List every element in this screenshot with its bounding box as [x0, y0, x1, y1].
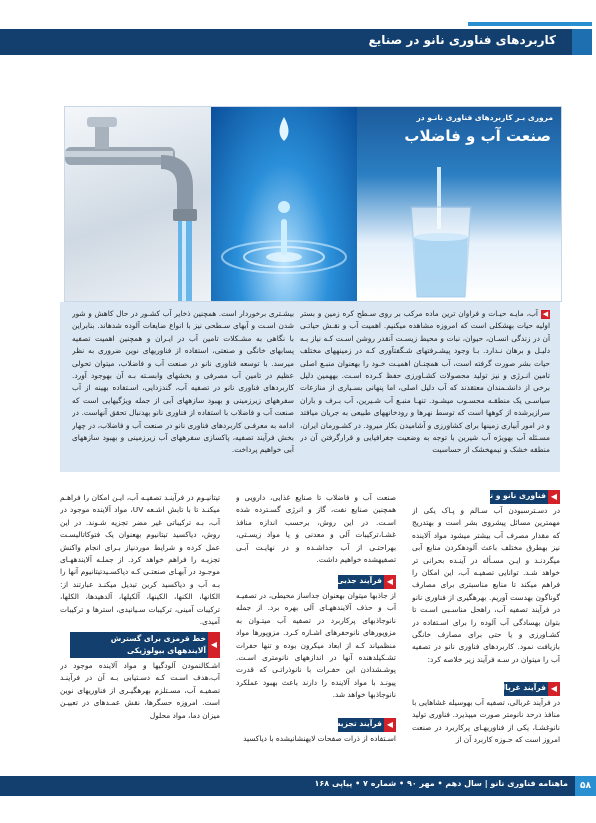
intro-text-left: [72, 308, 294, 470]
arrow-marker-icon: ◀: [384, 718, 396, 732]
paragraph: در فرآیند غربالی، تصفیه آب بهوسیله غشاهایی با منافذ درحد نانومتر صورت میپذیرد. فناوری تولید نانوغشـا، یکی از فناوریهـای پرکاربرد در صنعت امروز است که حـوزه کاربرد آن از: [412, 698, 560, 745]
arrow-marker-icon: ◀: [542, 309, 549, 318]
water-drop-photo: [211, 107, 357, 301]
arrow-marker-icon: ◀: [208, 632, 220, 658]
section-heading-text: فرآیند غربالی: [494, 683, 546, 692]
section-body-water-treatment: [412, 505, 560, 675]
section-heading-text: خط قرمزی برای گسترش آلایندههای بیولوژیکی: [110, 634, 206, 655]
paragraph: تیتانیـوم در فرآینـد تصفیـه آب، ایـن امکان را فراهـم میکنـد تا با تابش اشـعه UV، مواد آلاینده موجود در آب، بـه ترکیباتی غیر مضر تجزیه شـوند. در این روش، دیاکسید تیتانیوم بهعنوان یک فتوکاتالیسـت عمل کرده و شرایط موردنیاز بـرای انجام واکنش تجزیـه را فراهم خواهد کرد. از جملـه آلایندههـای موجـود در آبهـای صنعتـی کـه دیاکسـیدتیتانیوم آنها را بـه آب و دیاکسید کربن تبدیل میکنـد عبارتند از: الکانها، الکنها، الکینها، آلکیلها، آلدهیدها، الکلها، ترکیبات آمینی، ترکیبات سـیانیدی، استرها و ترکیبات آمیدی.: [60, 493, 220, 627]
section-body-biological: [60, 660, 220, 773]
section-heading-text: فرآیند تجزیه: [336, 719, 382, 728]
paragraph: اشـکالنمودن آلودگیها و مواد آلاینده موجود در آب،هدف اسـت کـه دسـتیابی بـه آن در فرآینـد تصفیـه آب، مسـتلزم بهرهگیـری از فناوریهای نوین است. امروزه حسگرها، نقش عمـدهای در تعییـن میزان دما، مواد محلول: [60, 661, 220, 720]
section-body-adsorption: [236, 590, 396, 705]
intro-text-right: [300, 308, 550, 470]
water-drop-icon: [211, 107, 357, 301]
section-body-sieve-continued: [236, 492, 396, 572]
paragraph: اسـتفاده از ذرات صفحات لایهنشانیشده با دیاکسید: [243, 734, 396, 743]
hero-caption-subtitle: مروری بـر کاربردهای فناوری نانـو در: [416, 113, 553, 122]
hero-caption-title: صنعت آب و فاضلاب: [404, 127, 551, 145]
section-body-decomposition-continued: [60, 492, 220, 632]
intro-paragraph-2: بیشـتری برخوردار است. همچنین ذخایر آب کشـور در حال کاهش و شور شدن اسـت و آبهای سـطحی نیز با انواع ضایعات آلوده شدهاند. بنابراین با نگاهی به مشـکلات تامین آب در ایـران و همچنین اهمیت تصفیه پسابهای خانگی و صنعتی، استفاده از فناوریهای نوین ضروری به نظر میرسد. با توسعه فناوری نانو در صنعت آب و فاضلاب، میتوان تحولی عظیم در تامین آب مصرفی و بخشهای وابسـته بـه آن بهوجود آورد. کاربردهای فناوری نانو در تصفیه آب، گندزدایی، اسـتفاده بهینه از آب سفرههای زیرزمینی و بهبود سازههای آبی از جمله ویژگیهایی است که صنعت آب و فاضلاب با استفاده از فناوری نانو بهدنبال تحقق آنهاست. در ادامه به معرفـی کاربردهای فناوری نانو در صنعت آب و فاضلاب، در چهار بخش فرآیند تصفیه، پاکسازی سفرههای آب زیرزمینی و بهبود سازههای آبی خواهیم پرداخت.: [72, 309, 294, 455]
arrow-marker-icon: ◀: [548, 682, 560, 696]
section-heading-water-treatment: [412, 490, 560, 504]
section-heading-text: فناوری نانو و تصفیه آب: [456, 491, 546, 500]
issue-info: ماهنامه فناوری نانو | سال دهم • مهر ۹۰ • شماره ۷ • پیاپی ۱۶۸: [314, 779, 568, 788]
paragraph: در دسـترسبودن آب سـالم و پـاک یکی از مهمترین مسائل پیشروی بشر است و بهتدریج که مقدار مصرف آب بیشتر میشود مواد آلاینده نیز بهطرق مختلف باعث آلودهکردن منابع آبی میگردنـد و ایـن مسـأله در آینـده بحرانی تر خواهد شـد. توانایی تصفیـه آب، این امکان را فراهم میکند تا منابع مناسبتری برای مصارف گوناگون بهدست آوریم. بهرهگیری از فناوری نانو در فرآیند تصفیه آب، راهحل مناسـبی اسـت تا بتوان بهسادگی آب آلوده را برای اسـتفاده در کشـاورزی و یا حتی برای مصارف خانگی بازیافت نمود. کاربردهای فناوری نانو در تصفیه آب را میتوان در سـه فرآیند زیر خلاصه کرد:: [412, 506, 560, 664]
faucet-icon: [65, 107, 211, 301]
paragraph: صنعت آب و فاضلاب تا صنایع غذایی، دارویی و همچنین صنایع نفت، گاز و انرژی گسـترده شده اسـت. در این روش، برحسب اندازه منافذ غشـا،ترکیبات آلی و معدنی و یا مواد زیسـتی، بهراحتـی از آب جداشـده و در نهایـت آبـی تصفیهشده خواهیم داشت.: [236, 493, 396, 565]
arrow-marker-icon: ◀: [548, 490, 560, 504]
hero-caption: [357, 113, 557, 151]
header-accent-line: [468, 22, 592, 26]
intro-paragraph-1: آب، مایـه حیـات و فراوان ترین ماده مرکب بر روی سـطح کره زمین و بستر اولیه حیات بهشکلی است که امروزه مشاهده میکنیم. اهمیت آب و نقـش حیاتـی آن در زندگی انسـان، حیوان، نبات و محیط زیسـت آنقدر روشن اسـت کـه نیاز بـه دلیـل و برهان نـدارد. بـا وجود پیشـرفتهای شـگفتآوری کـه در زمینههای مختلف حیات بشر صورت گرفته است، آب همچنـان اهمیـت خـود را بهعنوان منبـع اصلی تامین انـرژی و نیز تولید محصولات کشـاورزی حفظ کـرده اسـت. بههمین دلیل برخی از دانشـمندان معتقدند که آب دلیل اصلی، اما پنهانی بسـیاری از منازعات سیاسـی یک منطقـه محسـوب میشـود. تنهـا منبـع آب شـیرین، آب بـرف و باران سرازیرشده از کوهها است که توسط نهرها و رودخانههای طبیعی به جریان میافتد و در امور آبیاری زمینها برای کشاورزی و آشامیدن بکار میرود. در کشـورمان ایران، مسـئله آب بهویژه آب شیرین با توجه به وضعیت جغرافیایی و قرارگرفتن آن در منطقه خشک و نیمهخشک از حساسیت: [300, 309, 550, 455]
page-title: کاربردهای فناوری نانو در صنایع: [368, 33, 556, 47]
hero-image-strip: [64, 106, 562, 302]
arrow-marker-icon: ◀: [384, 575, 396, 589]
section-body-decomposition: [236, 733, 396, 773]
section-heading-sieve: [412, 682, 560, 696]
header-decoration: [572, 29, 592, 55]
section-heading-decomposition: [236, 718, 396, 732]
section-body-sieve: [412, 697, 560, 773]
section-heading-adsorption: [236, 575, 396, 589]
section-heading-text: فرآیند جذبی: [336, 576, 382, 585]
faucet-photo: [65, 107, 211, 301]
page-number: ۵۸: [575, 776, 596, 796]
paragraph: از جاذبها میتوان بهعنوان جداساز محیطی، در تصفیـه آب و حذف آلایندههـای آلی بهره برد. از جمله نانوجاذبهای پرکاربرد در تصفیه آب میتـوان به مزوپورهای نانوحفرهای اشـاره کـرد. مزوپورها مواد منظمیاند کـه از ابعاد میکرون بوده و تنها حفرات تشـکیلدهنده آنها در اندازههای نانومتری اسـت. پوشـشدادن این حفـرات با نانوذراتـی که قدرت پیونـد با مواد آلاینده را دارند باعث بهبود عملکرد نانوجاذبها خواهد شد.: [236, 591, 396, 700]
section-heading-biological: [60, 632, 220, 658]
